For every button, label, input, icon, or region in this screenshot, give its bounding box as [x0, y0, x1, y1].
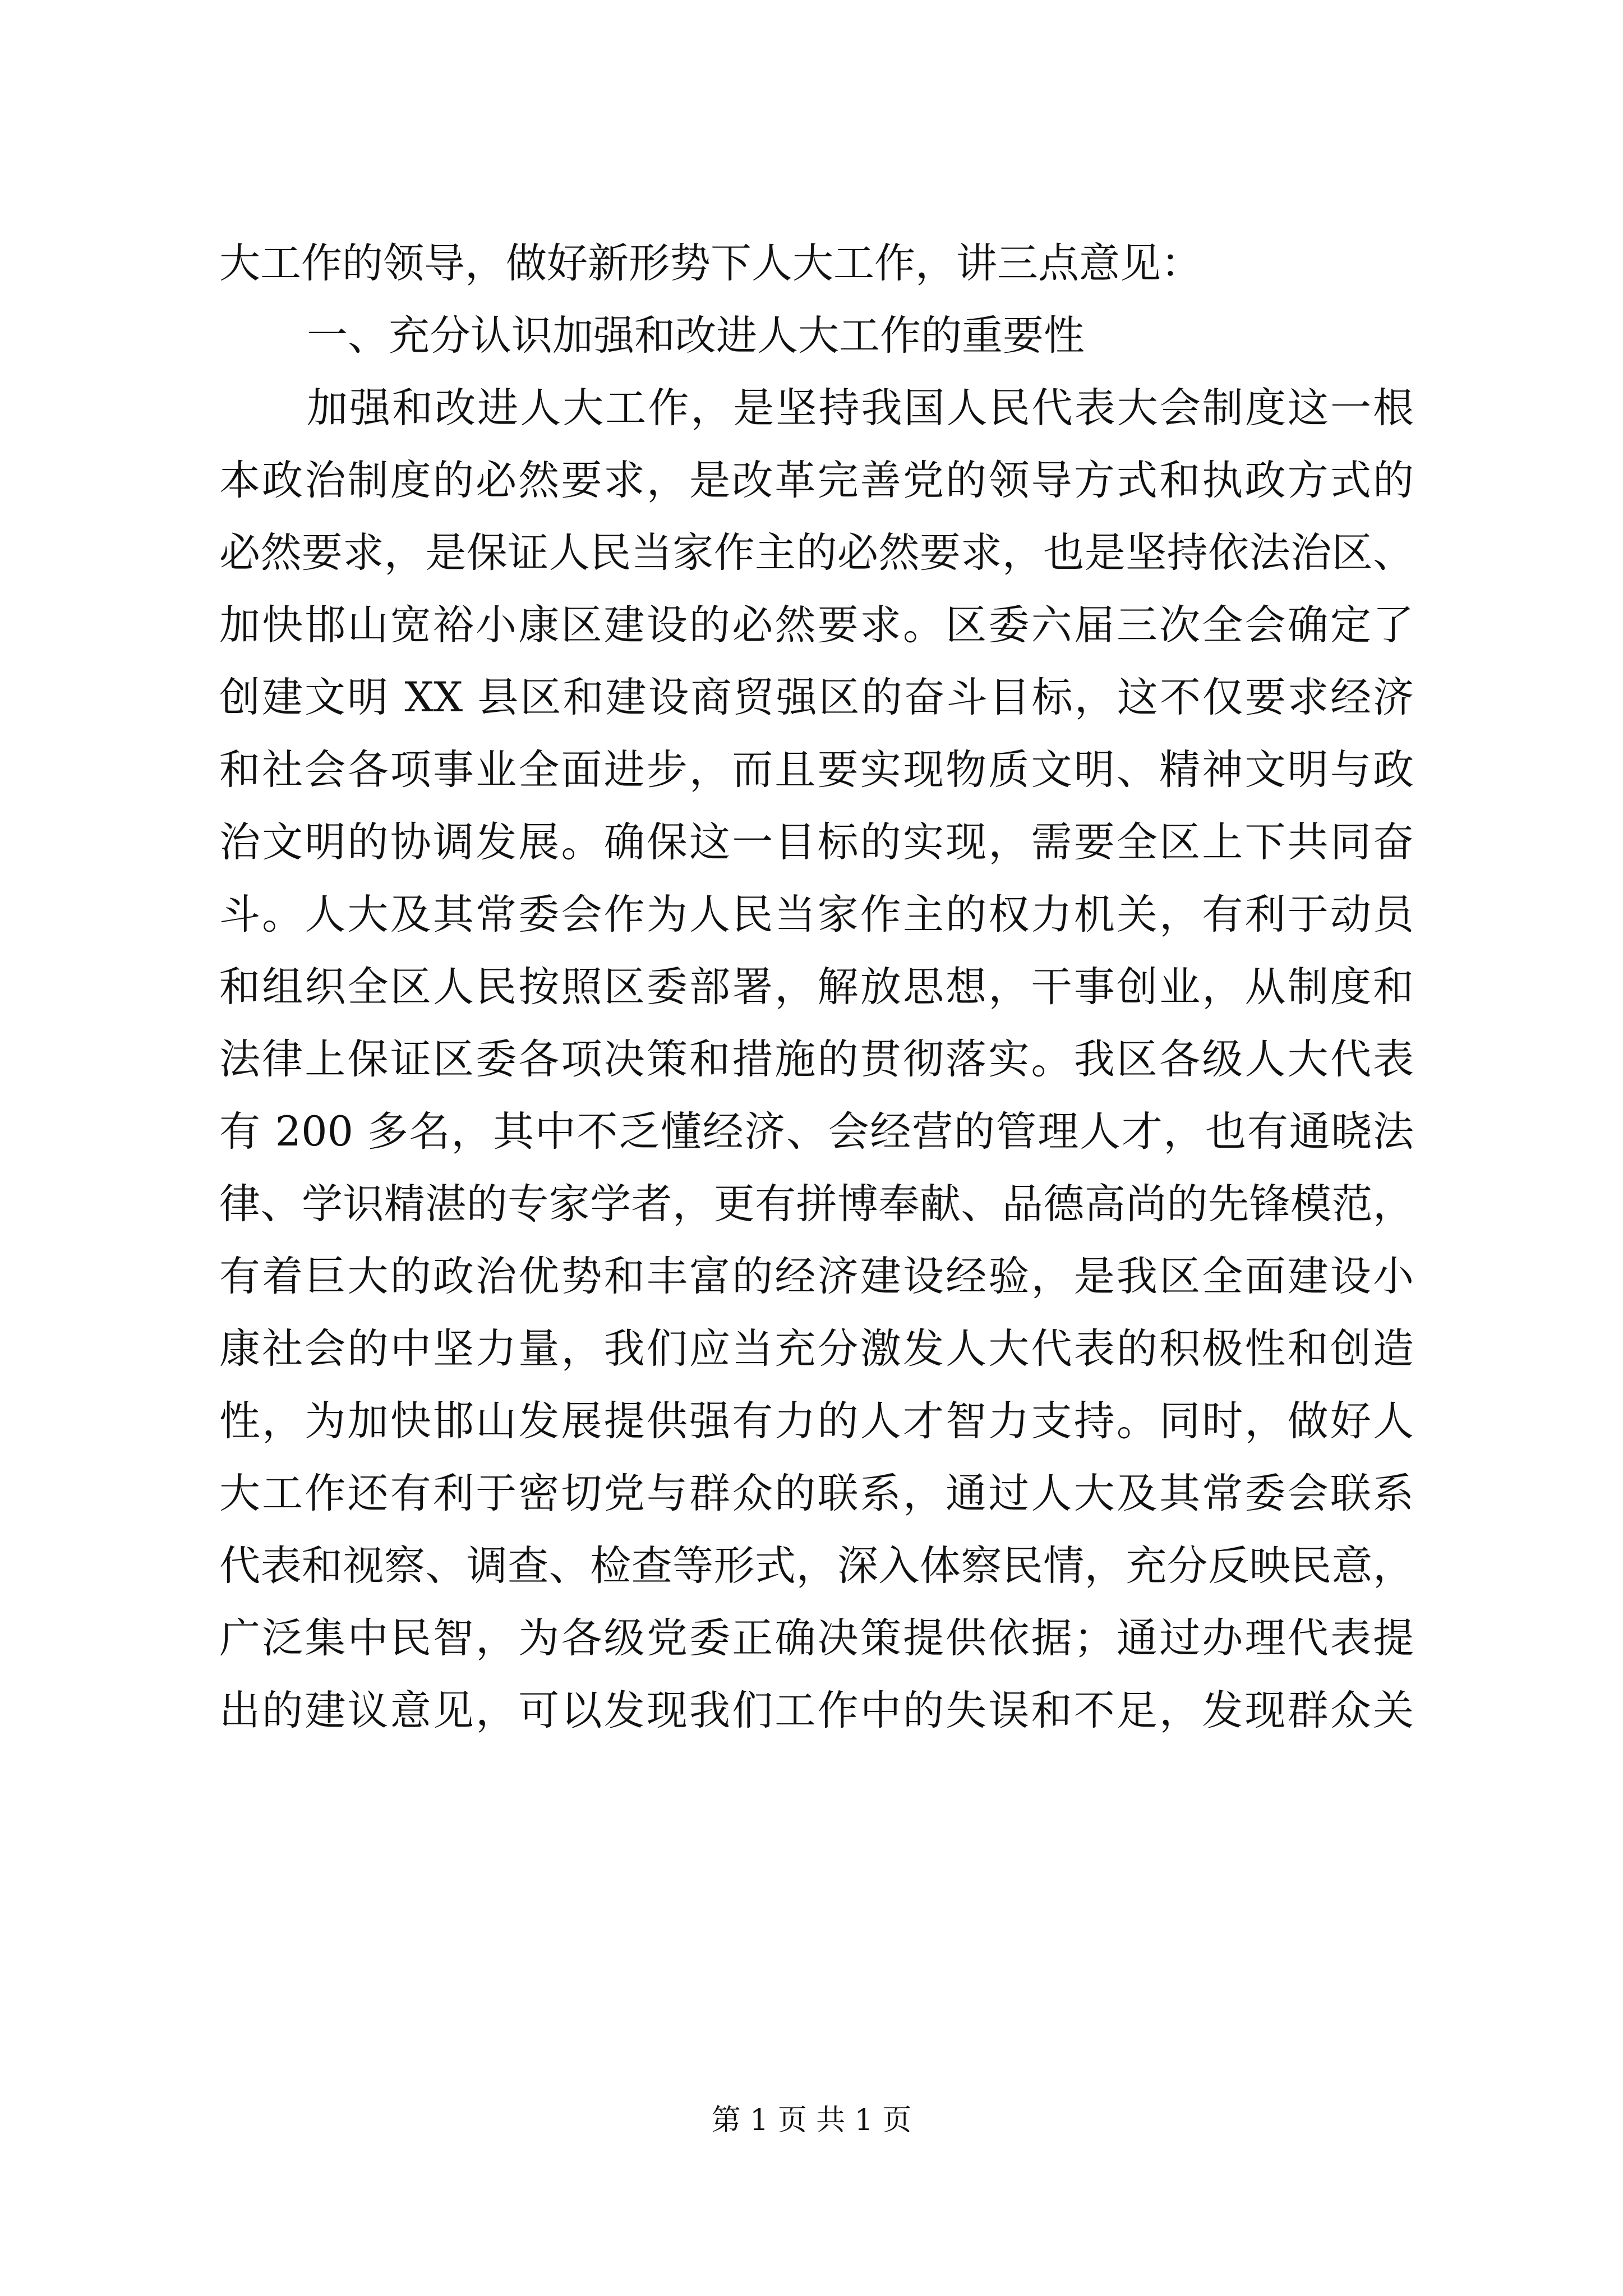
text-line: 代表和视察、调查、检查等形式，深入体察民情，充分反映民意， — [219, 1542, 1414, 1590]
text-line: 治文明的协调发展。确保这一目标的实现，需要全区上下共同奋 — [219, 818, 1414, 866]
text-line: 和社会各项事业全面进步，而且要实现物质文明、精神文明与政 — [219, 746, 1414, 794]
text-line: 必然要求，是保证人民当家作主的必然要求，也是坚持依法治区、 — [219, 529, 1414, 577]
text-line: 斗。人大及其常委会作为人民当家作主的权力机关，有利于动员 — [219, 891, 1414, 938]
text-line: 性，为加快邯山发展提供强有力的人才智力支持。同时，做好人 — [219, 1397, 1414, 1445]
text-line: 出的建议意见，可以发现我们工作中的失误和不足，发现群众关 — [219, 1687, 1414, 1734]
text-line: 有 200 多名，其中不乏懂经济、会经营的管理人才，也有通晓法 — [219, 1108, 1414, 1156]
text-line: 有着巨大的政治优势和丰富的经济建设经验，是我区全面建设小 — [219, 1253, 1414, 1300]
section-heading: 一、充分认识加强和改进人大工作的重要性 — [307, 312, 1085, 360]
text-line: 加快邯山宽裕小康区建设的必然要求。区委六届三次全会确定了 — [219, 601, 1414, 649]
text-line: 加强和改进人大工作，是坚持我国人民代表大会制度这一根 — [307, 384, 1414, 432]
text-line: 本政治制度的必然要求，是改革完善党的领导方式和执政方式的 — [219, 457, 1414, 504]
text-line: 创建文明 XX 县区和建设商贸强区的奋斗目标，这不仅要求经济 — [219, 674, 1414, 721]
text-line: 大工作还有利于密切党与群众的联系，通过人大及其常委会联系 — [219, 1470, 1414, 1517]
text-line: 律、学识精湛的专家学者，更有拼博奉献、品德高尚的先锋模范， — [219, 1180, 1414, 1228]
text-line: 大工作的领导，做好新形势下人大工作，讲三点意见： — [219, 240, 1202, 287]
text-line: 和组织全区人民按照区委部署，解放思想，干事创业，从制度和 — [219, 963, 1414, 1011]
text-line: 广泛集中民智，为各级党委正确决策提供依据；通过办理代表提 — [219, 1614, 1414, 1662]
page-number-footer: 第 1 页 共 1 页 — [711, 2104, 912, 2137]
text-line: 康社会的中坚力量，我们应当充分激发人大代表的积极性和创造 — [219, 1325, 1414, 1373]
body-text — [219, 227, 1414, 1747]
text-line: 法律上保证区委各项决策和措施的贯彻落实。我区各级人大代表 — [219, 1036, 1414, 1083]
